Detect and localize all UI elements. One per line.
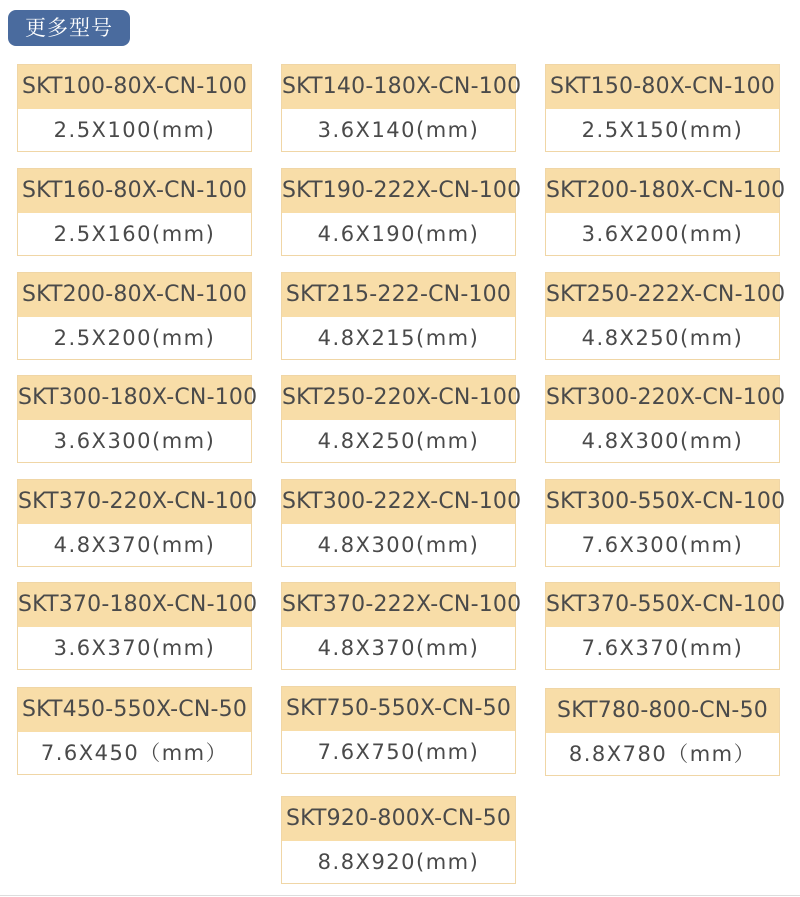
model-card[interactable] bbox=[17, 687, 252, 775]
model-size: 4.8X215(mm) bbox=[317, 326, 480, 350]
model-name: SKT450-550X-CN-50 bbox=[18, 688, 251, 732]
model-card[interactable] bbox=[17, 272, 252, 360]
model-size: 4.8X300(mm) bbox=[581, 429, 744, 453]
model-size: 8.8X920(mm) bbox=[317, 850, 480, 874]
model-card[interactable] bbox=[281, 168, 522, 256]
model-size: 4.8X370(mm) bbox=[53, 533, 216, 557]
model-name: SKT370-222X-CN-100 bbox=[282, 583, 515, 627]
model-name: SKT250-220X-CN-100 bbox=[282, 376, 515, 420]
model-card[interactable] bbox=[17, 64, 252, 152]
model-size: 4.8X250(mm) bbox=[317, 429, 480, 453]
model-size: 3.6X200(mm) bbox=[581, 222, 744, 246]
model-name: SKT780-800-CN-50 bbox=[546, 689, 779, 733]
model-name: SKT215-222-CN-100 bbox=[282, 273, 515, 317]
model-name: SKT370-220X-CN-100 bbox=[18, 480, 251, 524]
model-card[interactable] bbox=[17, 168, 252, 256]
model-name: SKT920-800X-CN-50 bbox=[282, 797, 515, 841]
model-name: SKT370-550X-CN-100 bbox=[546, 583, 779, 627]
model-card[interactable] bbox=[17, 375, 258, 463]
model-size: 7.6X450（mm） bbox=[40, 741, 229, 765]
model-size: 3.6X300(mm) bbox=[53, 429, 216, 453]
model-name: SKT150-80X-CN-100 bbox=[546, 65, 779, 109]
model-card[interactable] bbox=[281, 64, 522, 152]
bottom-divider bbox=[0, 895, 800, 896]
model-size: 4.8X300(mm) bbox=[317, 533, 480, 557]
model-size: 3.6X370(mm) bbox=[53, 636, 216, 660]
model-size: 7.6X300(mm) bbox=[581, 533, 744, 557]
model-name: SKT200-80X-CN-100 bbox=[18, 273, 251, 317]
model-size: 7.6X370(mm) bbox=[581, 636, 744, 660]
model-card[interactable] bbox=[545, 479, 786, 567]
model-size: 2.5X150(mm) bbox=[581, 118, 744, 142]
model-name: SKT200-180X-CN-100 bbox=[546, 169, 779, 213]
more-models-header: 更多型号 bbox=[8, 10, 130, 46]
model-card[interactable] bbox=[545, 688, 780, 776]
model-name: SKT300-550X-CN-100 bbox=[546, 480, 779, 524]
model-card[interactable] bbox=[545, 375, 786, 463]
model-name: SKT160-80X-CN-100 bbox=[18, 169, 251, 213]
model-card[interactable] bbox=[17, 479, 258, 567]
model-name: SKT100-80X-CN-100 bbox=[18, 65, 251, 109]
model-card[interactable] bbox=[281, 479, 522, 567]
model-size: 2.5X160(mm) bbox=[53, 222, 216, 246]
model-card[interactable] bbox=[281, 375, 522, 463]
model-name: SKT300-222X-CN-100 bbox=[282, 480, 515, 524]
model-size: 7.6X750(mm) bbox=[317, 740, 480, 764]
model-name: SKT370-180X-CN-100 bbox=[18, 583, 251, 627]
model-card[interactable] bbox=[281, 686, 516, 774]
model-name: SKT190-222X-CN-100 bbox=[282, 169, 515, 213]
model-card[interactable] bbox=[17, 582, 258, 670]
model-size: 3.6X140(mm) bbox=[317, 118, 480, 142]
model-card[interactable] bbox=[545, 168, 786, 256]
model-size: 4.8X250(mm) bbox=[581, 326, 744, 350]
model-card[interactable] bbox=[545, 582, 786, 670]
model-name: SKT300-220X-CN-100 bbox=[546, 376, 779, 420]
model-card[interactable] bbox=[545, 64, 780, 152]
model-size: 4.8X370(mm) bbox=[317, 636, 480, 660]
model-card[interactable] bbox=[281, 796, 516, 884]
model-name: SKT300-180X-CN-100 bbox=[18, 376, 251, 420]
model-name: SKT140-180X-CN-100 bbox=[282, 65, 515, 109]
model-size: 4.6X190(mm) bbox=[317, 222, 480, 246]
model-size: 2.5X200(mm) bbox=[53, 326, 216, 350]
model-card[interactable] bbox=[545, 272, 786, 360]
model-size: 8.8X780（mm） bbox=[568, 742, 757, 766]
model-card[interactable] bbox=[281, 582, 522, 670]
model-size: 2.5X100(mm) bbox=[53, 118, 216, 142]
model-card[interactable] bbox=[281, 272, 516, 360]
model-name: SKT250-222X-CN-100 bbox=[546, 273, 779, 317]
model-name: SKT750-550X-CN-50 bbox=[282, 687, 515, 731]
